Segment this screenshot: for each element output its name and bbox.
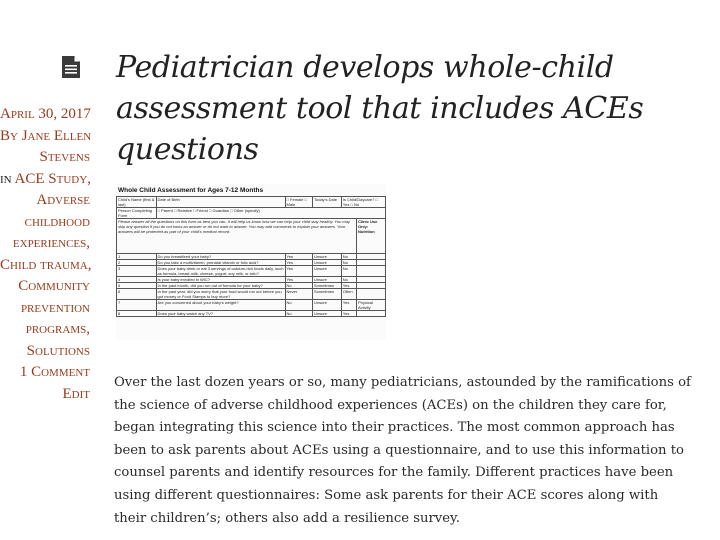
form-header-name: Child’s Name (first & last) — [118, 197, 155, 207]
category-community-3[interactable]: programs, — [25, 321, 90, 337]
form-side-cell — [357, 289, 386, 300]
post-title[interactable]: Pediatrician develops whole-child assessment tool that includes ACEs questions — [116, 50, 644, 167]
form-side-cell: Physical Activity — [357, 300, 386, 311]
form-row — [117, 266, 386, 277]
form-cell: 2 — [117, 260, 157, 266]
category-adverse-2[interactable]: childhood — [24, 213, 90, 230]
form-cell: Sometimes — [313, 283, 342, 289]
form-cell: Never — [285, 289, 313, 300]
edit-link[interactable]: Edit — [62, 385, 90, 402]
form-cell: Yes — [285, 260, 313, 266]
form-cell: Unsure — [313, 277, 342, 283]
form-cell: No — [341, 266, 356, 277]
form-question: Does your baby watch any TV? — [156, 311, 285, 317]
assessment-form-image — [116, 184, 386, 340]
post-meta — [0, 104, 90, 405]
form-cell: Unsure — [313, 254, 342, 260]
form-cell: Yes — [341, 311, 356, 317]
form-question: In the past month, did you run out of formula for your baby? — [156, 283, 285, 289]
form-cell: Yes — [341, 283, 356, 289]
form-table — [116, 196, 386, 317]
form-cell: No — [341, 277, 356, 283]
form-person-options: □ Parent □ Relative □ Friend □ Guardian □ Other (specify) — [156, 208, 385, 219]
form-person-label: Person Completing Form — [117, 208, 157, 219]
form-cell: 7 — [117, 300, 157, 311]
form-cell: Yes — [285, 266, 313, 277]
form-header-dob: Date of Birth — [156, 197, 285, 208]
post-date[interactable]: April 30, 2017 — [0, 106, 91, 122]
form-cell: Yes — [285, 277, 313, 283]
form-cell: Yes — [341, 300, 356, 311]
form-row — [117, 300, 386, 311]
form-cell: Unsure — [313, 300, 342, 311]
form-row — [117, 311, 386, 317]
form-cell: 8 — [117, 311, 157, 317]
form-side-label: Clinic Use Only: Nutrition — [357, 219, 386, 254]
author-first[interactable]: Jane Ellen — [21, 127, 92, 144]
post-paragraph: Over the last dozen years or so, many pediatricians, astounded by the ramifications of the science of adverse childhood experiences (ACEs) on the children they care for, began integrating this science into their practices. The most common approach has been to ask parents about ACEs using a questionnaire, and to use this information to counsel parents and identify resources for the family. Different practices have been using different questionnaires: Some ask parents for their ACE scores along with their children’s; others also add a resilience survey. — [114, 375, 691, 526]
form-cell: Unsure — [313, 266, 342, 277]
form-header-daycare: Is Child/Daycare? □ Yes □ No — [341, 197, 385, 208]
form-header-date: Today’s Date — [313, 197, 342, 208]
form-cell: Often — [341, 289, 356, 300]
comments-link[interactable]: 1 Comment — [19, 364, 90, 380]
form-row — [117, 289, 386, 300]
form-cell: No — [285, 311, 313, 317]
form-cell: No — [341, 260, 356, 266]
category-adverse-3[interactable]: experiences, — [12, 235, 90, 251]
category-community-1[interactable]: Community — [18, 278, 90, 294]
form-question: Are you concerned about your baby’s weight? — [156, 300, 285, 311]
category-child-trauma[interactable]: Child trauma, — [0, 256, 92, 273]
form-title: Whole Child Assessment for Ages 7-12 Months — [118, 187, 264, 194]
form-question: Does your baby drink or eat 3 servings of calcium-rich foods daily, such as formula, breast milk, cheese, yogurt, soy milk, or tofu? — [157, 266, 284, 276]
document-icon — [58, 54, 84, 80]
form-cell: 1 — [117, 254, 157, 260]
form-intro: Please answer all the questions on this form as best you can. It will help us know how we can help your child stay healthy. You may skip any question if you do not know an answer or do not want to answer. You may add comments to explain your answers. Your answers will be protected as part of your child’s medical record. — [117, 219, 357, 254]
category-solutions[interactable]: Solutions — [26, 342, 90, 359]
form-cell: Yes — [285, 254, 313, 260]
form-cell: 3 — [117, 266, 157, 277]
form-question: Do you take a multivitamin, prenatal vitamin or folic acid? — [156, 260, 285, 266]
form-question: In the past year, did you worry that your food would run out before you got money or Food Stamps to buy more? — [156, 289, 285, 300]
byline-prefix: By — [0, 127, 18, 144]
form-cell: 4 — [117, 277, 157, 283]
form-header-sex: □ Female □ Male — [285, 197, 313, 208]
form-question: Is your baby enrolled in WIC? — [156, 277, 285, 283]
form-cell: No — [285, 300, 313, 311]
category-adverse-1[interactable]: Adverse — [36, 192, 90, 208]
form-side-cell — [357, 266, 386, 277]
form-cell: 5 — [117, 283, 157, 289]
category-community-2[interactable]: prevention — [20, 299, 90, 316]
form-cell: No — [285, 283, 313, 289]
category-ace-study[interactable]: ACE Study, — [14, 170, 91, 187]
form-cell: Sometimes — [313, 289, 342, 300]
form-cell: Unsure — [313, 260, 342, 266]
in-prefix: in — [0, 170, 12, 187]
form-cell: 6 — [117, 289, 157, 300]
form-cell: No — [341, 254, 356, 260]
form-question: Do you breastfeed your baby? — [156, 254, 285, 260]
form-cell: Unsure — [313, 311, 342, 317]
form-side-cell — [357, 311, 386, 317]
author-last[interactable]: Stevens — [39, 149, 90, 165]
